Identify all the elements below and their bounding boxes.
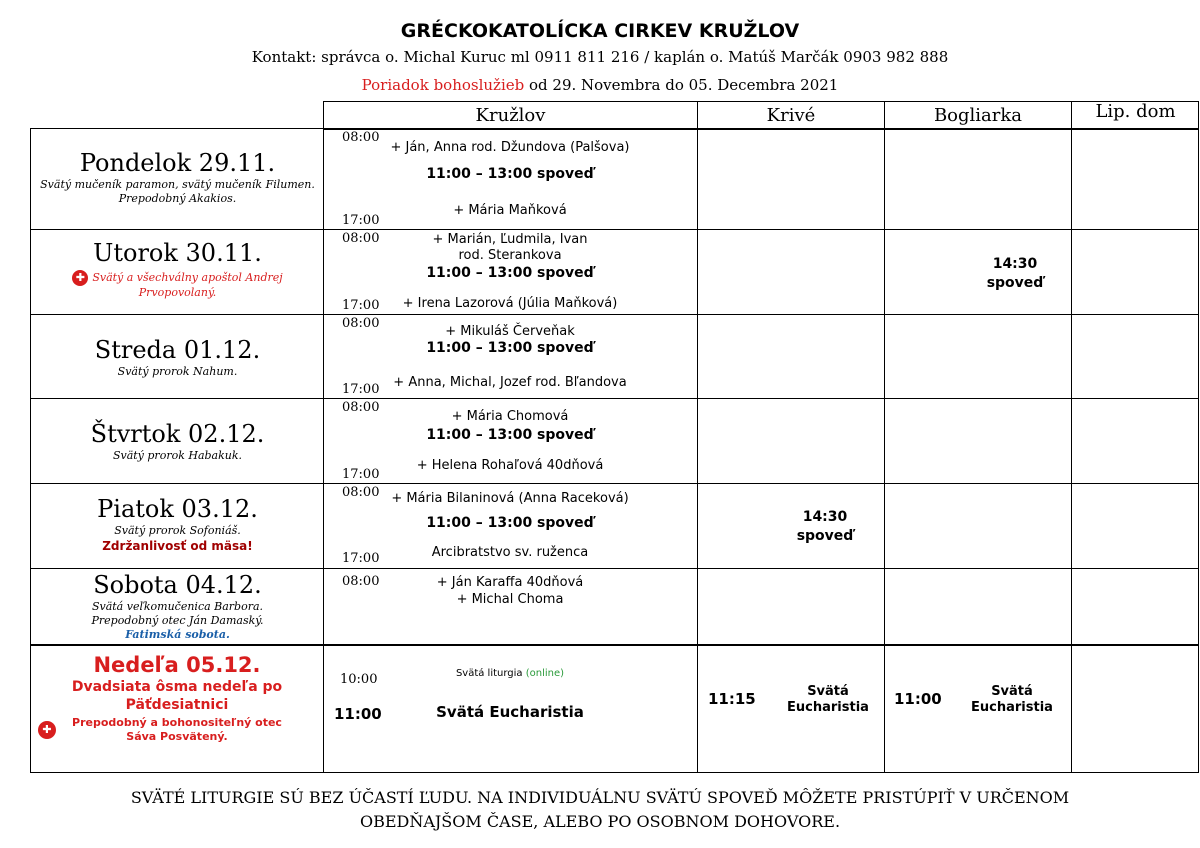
day-saint-line: Prepodobný a bohonositeľný otec (72, 716, 282, 729)
service: Arcibratstvo sv. ruženca (431, 545, 589, 560)
eucharist-line: Eucharistia (971, 700, 1053, 715)
day-saint: Svätá veľkomučenica Barbora. (91, 600, 264, 613)
day-label (40, 496, 315, 553)
day-name: Streda 01.12. (94, 336, 261, 364)
service: + Mária Bilaninová (Anna Raceková) (391, 491, 629, 506)
day-saint (40, 270, 315, 300)
divider (30, 398, 1199, 399)
day-label (40, 150, 315, 206)
time: 08:00 (342, 316, 380, 331)
time: 17:00 (342, 382, 380, 397)
time: 08:00 (342, 485, 380, 500)
day-saint (36, 716, 318, 744)
krive-eucharist (778, 684, 878, 716)
divider (1071, 101, 1072, 773)
service: + Michal Choma (456, 592, 564, 607)
time: 11:00 (334, 705, 382, 723)
divider (697, 101, 698, 773)
service: rod. Sterankova (458, 248, 562, 263)
time: 17:00 (342, 467, 380, 482)
service: + Marián, Ľudmila, Ivan (432, 232, 588, 247)
footer-line: SVÄTÉ LITURGIE SÚ BEZ ÚČASTÍ ĽUDU. NA INDIVIDUÁLNU SVÄTÚ SPOVEĎ MÔŽETE PRISTÚPIŤ V URČENOM (130, 788, 1070, 807)
col-header-lipdom: Lip. dom (1095, 101, 1176, 122)
divider (30, 483, 1199, 484)
day-saint: Svätý prorok Nahum. (117, 365, 238, 378)
time: 17:00 (342, 298, 380, 313)
day-saint: Prepodobný otec Ján Damaský. (91, 614, 264, 627)
period-label: Poriadok bohoslužieb (361, 76, 525, 94)
service: + Ján Karaffa 40dňová (436, 575, 584, 590)
day-label (36, 652, 318, 744)
time: 08:00 (342, 130, 380, 145)
eucharist-line: Svätá (991, 684, 1033, 699)
day-name: Piatok 03.12. (97, 495, 258, 523)
day-name: Sobota 04.12. (93, 571, 262, 599)
time: 08:00 (342, 400, 380, 415)
time: 17:00 (342, 213, 380, 228)
time: 11:15 (708, 690, 756, 708)
day-label (40, 421, 315, 463)
service (324, 668, 696, 679)
cross-icon: ✚ (72, 270, 88, 286)
day-saint-line: Sáva Posvätený. (126, 730, 228, 743)
period-line (0, 76, 1200, 94)
col-header-krive: Krivé (766, 105, 816, 126)
confession: 11:00 – 13:00 spoveď (426, 515, 594, 531)
confession: 11:00 – 13:00 spoveď (426, 265, 594, 281)
service: + Irena Lazorová (Júlia Maňková) (402, 296, 618, 311)
confession: 11:00 – 13:00 spoveď (426, 427, 594, 443)
time: 14:30 (802, 509, 848, 525)
day-label (40, 337, 315, 379)
online-label: (online) (525, 668, 565, 679)
confession-label: spoveď (796, 528, 854, 544)
fasting-note: Zdržanlivosť od mäsa! (102, 539, 253, 553)
bogliarka-confession (960, 255, 1070, 293)
contact-line: Kontakt: správca o. Michal Kuruc ml 0911 811 216 / kaplán o. Matúš Marčák 0903 982 888 (251, 48, 949, 66)
divider (30, 568, 1199, 569)
time: 10:00 (340, 672, 378, 687)
service: + Anna, Michal, Jozef rod. Bľandova (393, 375, 627, 390)
col-header-bogliarka: Bogliarka (933, 105, 1023, 126)
day-name: Pondelok 29.11. (79, 149, 276, 177)
liturgy-label: Svätá liturgia (455, 668, 526, 679)
eucharist-line: Svätá (807, 684, 849, 699)
period-dates: od 29. Novembra do 05. Decembra 2021 (524, 76, 839, 94)
fatima-note: Fatimská sobota. (125, 628, 230, 641)
time: 08:00 (342, 574, 380, 589)
krive-confession (770, 508, 880, 546)
day-name: Utorok 30.11. (93, 239, 262, 267)
confession: 11:00 – 13:00 spoveď (426, 166, 594, 182)
divider (30, 644, 1199, 646)
page-title: GRÉCKOKATOLÍCKA CIRKEV KRUŽLOV (400, 20, 800, 42)
cross-icon: ✚ (38, 721, 56, 739)
bogliarka-eucharist (962, 684, 1062, 716)
divider (30, 314, 1199, 315)
service: + Ján, Anna rod. Džundova (Palšova) (390, 140, 630, 155)
service: + Helena Rohaľová 40dňová (416, 458, 604, 473)
time: 14:30 (992, 256, 1038, 272)
time: 17:00 (342, 551, 380, 566)
service: + Mária Maňková (453, 203, 567, 218)
footer-line: OBEDŇAJŠOM ČASE, ALEBO PO OSOBNOM DOHOVORE. (359, 812, 841, 831)
time: 08:00 (342, 231, 380, 246)
sunday-subtitle: Päťdesiatnici (125, 697, 229, 713)
day-saint: Svätý prorok Habakuk. (112, 449, 243, 462)
day-label (40, 572, 315, 642)
day-name: Štvrtok 02.12. (90, 420, 265, 448)
col-header-kruzlov: Kružlov (475, 105, 546, 126)
day-name: Nedeľa 05.12. (93, 653, 261, 677)
service: + Mária Chomová (451, 409, 569, 424)
divider (884, 101, 885, 773)
sunday-subtitle: Dvadsiata ôsma nedeľa po (71, 679, 283, 695)
footer-note (0, 786, 1200, 834)
day-saint: Svätý prorok Sofoniáš. (114, 524, 241, 537)
eucharist-line: Eucharistia (787, 700, 869, 715)
service: + Mikuláš Červeňak (445, 324, 575, 339)
day-label (40, 240, 315, 300)
time: 11:00 (894, 690, 942, 708)
day-saint: Svätý mučeník paramon, svätý mučeník Filumen. Prepodobný Akakios. (40, 178, 315, 205)
confession-label: spoveď (986, 275, 1044, 291)
confession: 11:00 – 13:00 spoveď (426, 340, 594, 356)
service: Svätá Eucharistia (436, 703, 584, 721)
day-saint-text: Svätý a všechválny apoštol Andrej Prvopovolaný. (92, 271, 283, 299)
divider (30, 229, 1199, 230)
